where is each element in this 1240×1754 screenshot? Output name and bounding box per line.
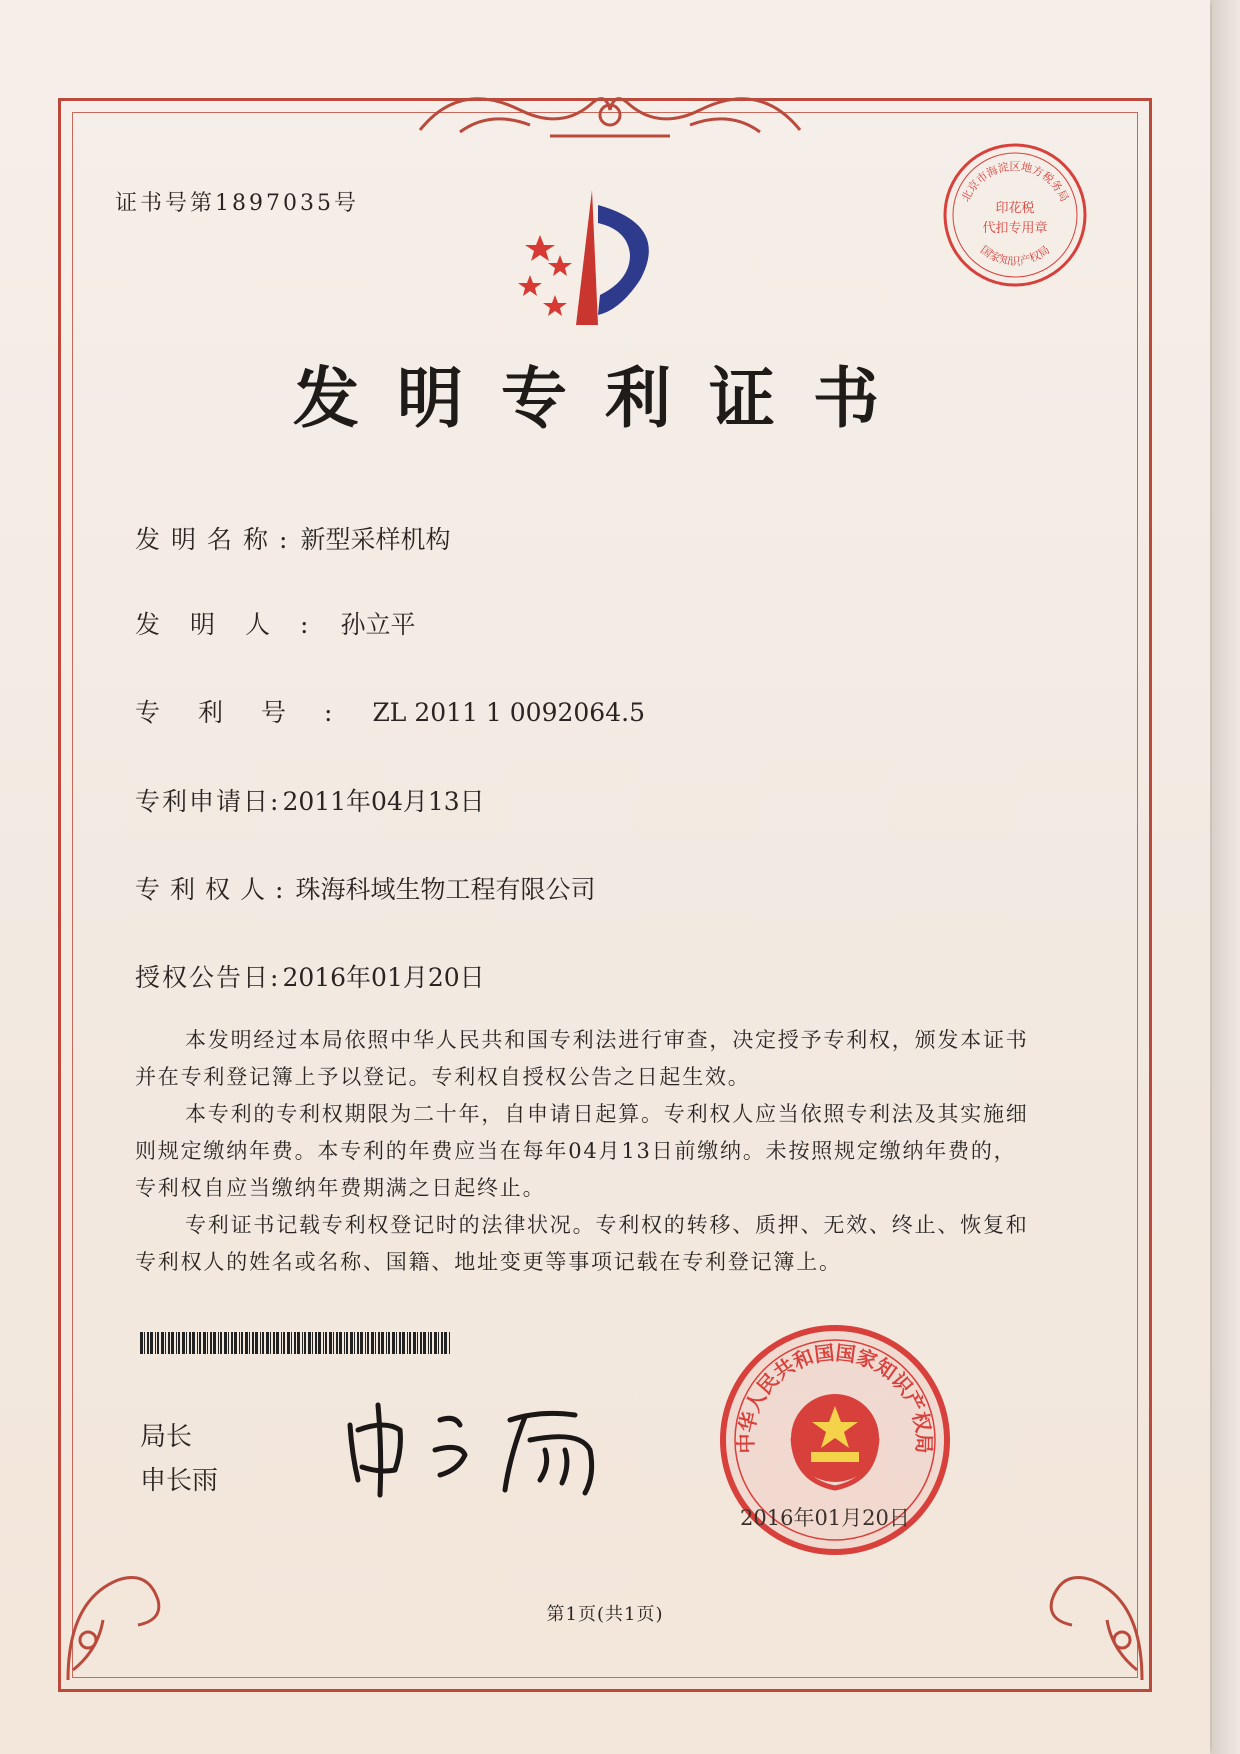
- seal-date: 2016年01月20日: [740, 1506, 910, 1530]
- body-paragraph: [135, 1022, 1035, 1096]
- field-invention-name: [135, 520, 450, 556]
- field-label: 专利号:: [135, 698, 371, 727]
- field-label: 发明人:: [135, 610, 339, 639]
- field-label: 专利权人:: [135, 875, 294, 904]
- certificate-number: 证书号第1897035号: [115, 191, 359, 216]
- field-value: 孙立平: [340, 610, 416, 639]
- field-application-date: [135, 782, 485, 818]
- field-value: ZL 2011 1 0092064.5: [372, 698, 645, 727]
- signatory-name: 申长雨: [140, 1466, 219, 1496]
- stamp-top-text: 北京市海淀区地方税务局: [958, 160, 1072, 204]
- field-label: 授权公告日:: [135, 963, 281, 992]
- stamp-center-text: 印花税: [995, 201, 1035, 216]
- field-value: 新型采样机构: [300, 525, 451, 554]
- field-inventor: [135, 605, 415, 641]
- page-footer: 第1页(共1页): [546, 1604, 664, 1625]
- stamp-center-text: 代扣专用章: [982, 221, 1048, 236]
- seal-arc-text: 中华人民共和国国家知识产权局: [733, 1340, 937, 1454]
- tax-stamp-icon: [940, 140, 1090, 290]
- field-grant-date: [135, 958, 485, 994]
- barcode-icon: [140, 1332, 450, 1354]
- paragraph-line: 则规定缴纳年费。本专利的年费应当在每年04月13日前缴纳。未按照规定缴纳年费的，: [135, 1139, 1017, 1163]
- field-value: 珠海科域生物工程有限公司: [295, 875, 596, 904]
- paragraph-line: 专利权人的姓名或名称、国籍、地址变更等事项记载在专利登记簿上。: [135, 1250, 842, 1274]
- stamp-bottom-text: 国家知识产权局: [977, 243, 1053, 268]
- paragraph-line: 专利权自应当缴纳年费期满之日起终止。: [135, 1176, 546, 1200]
- handwritten-signature-icon: [340, 1395, 620, 1505]
- paragraph-line: 并在专利登记簿上予以登记。专利权自授权公告之日起生效。: [135, 1065, 751, 1089]
- field-patentee: [135, 870, 595, 906]
- field-label: 发明名称:: [135, 525, 299, 554]
- body-paragraph: [135, 1096, 1035, 1207]
- field-label: 专利申请日:: [135, 787, 281, 816]
- paragraph-line: 本专利的专利权期限为二十年，自申请日起算。专利权人应当依照专利法及其实施细: [185, 1102, 1029, 1126]
- patent-office-logo-icon: [480, 185, 690, 345]
- signatory-title: 局长: [140, 1422, 193, 1452]
- top-ornament-icon: [400, 70, 820, 150]
- field-value: 2011年04月13日: [282, 787, 485, 816]
- field-value: 2016年01月20日: [282, 963, 485, 992]
- certificate-title: 发明专利证书: [293, 359, 917, 437]
- page-edge: [1212, 0, 1240, 1754]
- paragraph-line: 本发明经过本局依照中华人民共和国专利法进行审查，决定授予专利权，颁发本证书: [185, 1028, 1029, 1052]
- svg-text:北京市海淀区地方税务局: [959, 159, 1071, 203]
- body-paragraph: [135, 1207, 1035, 1281]
- field-patent-number: [135, 693, 645, 729]
- svg-text:国家知识产权局: [978, 243, 1052, 267]
- paragraph-line: 专利证书记载专利权登记时的法律状况。专利权的转移、质押、无效、终止、恢复和: [185, 1213, 1029, 1237]
